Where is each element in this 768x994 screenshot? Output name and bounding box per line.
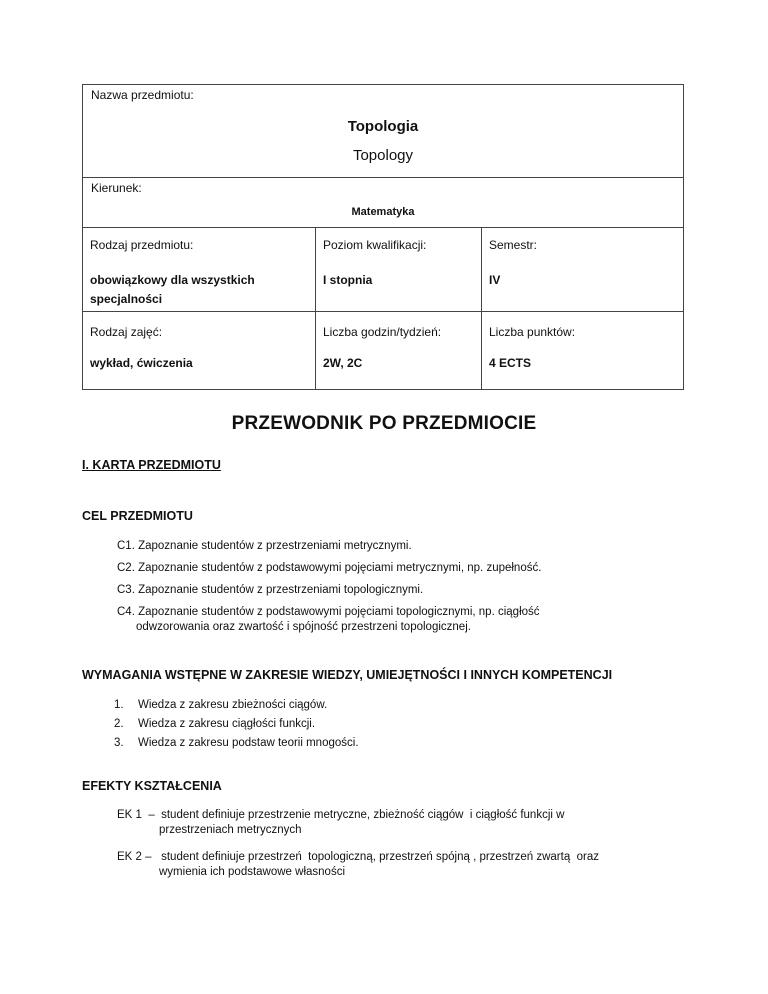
points-value: 4 ECTS (489, 356, 532, 370)
list-item: EK 1 – student definiuje przestrzenie metryczne, zbieżność ciągów i ciągłość funkcji w przestrzeniach metrycznych (117, 809, 565, 836)
guide-title: PRZEWODNIK PO PRZEDMIOCIE (231, 413, 537, 434)
semester-label: Semestr: (489, 238, 538, 252)
classes-row (83, 312, 683, 389)
points-label: Liczba punktów: (489, 325, 576, 339)
list-item: EK 2 – student definiuje przestrzeń topologiczną, przestrzeń spójną , przestrzeń zwartą oraz wymienia ich podstawowe własności (117, 851, 599, 878)
hours-cell (316, 312, 482, 389)
requirements-list (114, 698, 359, 755)
goals-heading: CEL PRZEDMIOTU (82, 509, 193, 523)
list-item: 1. Wiedza z zakresu zbieżności ciągów. (114, 699, 328, 711)
classes-cell (83, 312, 316, 389)
list-item: 3. Wiedza z zakresu podstaw teorii mnogości. (114, 737, 359, 749)
classes-value: wykład, ćwiczenia (90, 356, 193, 370)
semester-value: IV (489, 273, 501, 287)
subject-title-pl: Topologia (347, 118, 419, 135)
list-item: C2. Zapoznanie studentów z podstawowymi pojęciami metrycznymi, np. zupełność. (117, 562, 542, 574)
list-item: C3. Zapoznanie studentów z przestrzeniami topologicznymi. (117, 584, 424, 596)
subject-label: Nazwa przedmiotu: (91, 88, 194, 102)
level-label: Poziom kwalifikacji: (323, 238, 427, 252)
type-value: obowiązkowy dla wszystkich specjalności (90, 273, 255, 306)
hours-label: Liczba godzin/tydzień: (323, 325, 442, 339)
list-item: C4. Zapoznanie studentów z podstawowymi pojęciami topologicznymi, np. ciągłość odwzorowania oraz zwartość i spójność przestrzeni topologicznej. (117, 606, 540, 633)
hours-value: 2W, 2C (323, 356, 363, 370)
type-cell (83, 228, 316, 311)
subject-type-row (83, 228, 683, 312)
direction-row (83, 178, 683, 228)
list-item-continuation: odwzorowania oraz zwartość i spójność przestrzeni topologicznej. (136, 621, 471, 633)
list-item: 2. Wiedza z zakresu ciągłości funkcji. (114, 718, 316, 730)
goals-list (117, 539, 541, 642)
classes-label: Rodzaj zajęć: (90, 325, 163, 339)
effects-heading: EFEKTY KSZTAŁCENIA (82, 779, 222, 793)
course-info-table (82, 84, 684, 390)
level-cell (316, 228, 482, 311)
section-card-heading: I. KARTA PRZEDMIOTU (82, 458, 221, 472)
semester-cell (482, 228, 683, 311)
list-item: C1. Zapoznanie studentów z przestrzeniami metrycznymi. (117, 540, 412, 552)
effects-list (117, 808, 599, 892)
level-value: I stopnia (323, 273, 373, 287)
direction-value: Matematyka (351, 206, 415, 218)
subject-name-row (83, 85, 683, 178)
type-label: Rodzaj przedmiotu: (90, 238, 194, 252)
direction-label: Kierunek: (91, 181, 142, 195)
subject-title-en: Topology (352, 147, 414, 164)
requirements-heading: WYMAGANIA WSTĘPNE W ZAKRESIE WIEDZY, UMIEJĘTNOŚCI I INNYCH KOMPETENCJI (82, 668, 613, 682)
points-cell (482, 312, 683, 389)
